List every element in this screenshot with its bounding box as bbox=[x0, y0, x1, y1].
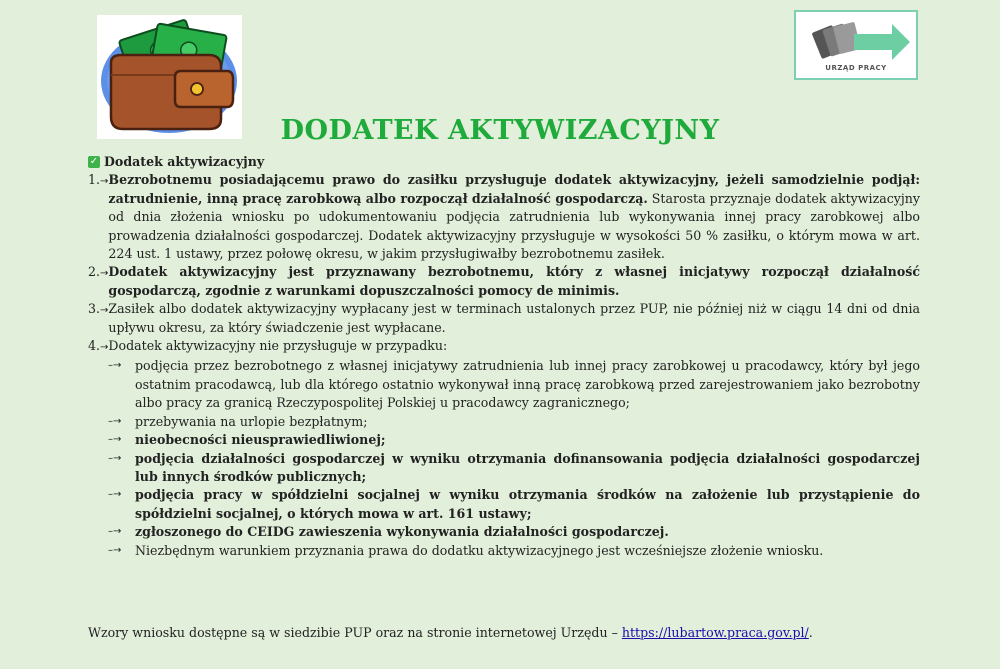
arrow-icon: → bbox=[100, 176, 109, 188]
dash-arrow-icon: –→ bbox=[108, 526, 122, 538]
dash-arrow-icon: –→ bbox=[108, 489, 122, 501]
dash-arrow-icon: –→ bbox=[108, 452, 122, 464]
dash-arrow-icon: –→ bbox=[108, 360, 122, 372]
sub-list-item bbox=[88, 523, 920, 541]
sub-item-text: podjęcia przez bezrobotnego z własnej inicjatywy zatrudnienia lub innej pracy zarobkowej u pracodawcy, który był jego ostatnim pracodawcą, lub dla którego ostatnio wykonywał inną pracę zarobkową przed zarejestrowaniem jako bezrobotny albo pracy za granicą Rzeczypospolitej Polskiej u pracodawcy zagranicznego; bbox=[135, 358, 920, 411]
footer-end: . bbox=[808, 625, 813, 640]
sub-item-bold-text: nieobecności nieusprawiedliwionej; bbox=[135, 432, 386, 448]
sub-item-text: przebywania na urlopie bezpłatnym; bbox=[135, 413, 368, 429]
dash-arrow-icon: –→ bbox=[108, 544, 122, 556]
item-number: 2. bbox=[88, 264, 101, 280]
arrow-icon: → bbox=[100, 342, 109, 354]
footer-text: Wzory wniosku dostępne są w siedzibie PUP oraz na stronie internetowej Urzędu – bbox=[88, 625, 622, 640]
main-content bbox=[88, 153, 920, 560]
item-text: Zasiłek albo dodatek aktywizacyjny wypłacany jest w terminach ustalonych przez PUP, nie później niż w ciągu 14 dni od dnia upływu okresu, za który świadczenie jest wypłacane. bbox=[108, 301, 920, 335]
arrow-icon: → bbox=[100, 305, 109, 317]
urzad-pracy-logo bbox=[794, 10, 918, 80]
website-link[interactable]: https://lubartow.praca.gov.pl/ bbox=[621, 625, 809, 640]
arrow-icon: → bbox=[100, 268, 109, 280]
item-text: Starosta przyznaje dodatek aktywizacyjny od dnia złożenia wniosku po udokumentowaniu podjęcia zatrudnienia lub wykonywania innej pracy zarobkowej albo prowadzenia działalności gospodarczej. Dodatek aktywizacyjny przysługuje w wysokości 50 % zasiłku, o którym mowa w art. 224 ust. 1 ustawy, przez połowę okresu, w jakim przysługiwałby bezrobotnemu zasiłek. bbox=[108, 190, 921, 262]
urzad-pracy-icon bbox=[796, 14, 916, 68]
sub-item-bold-text: zgłoszonego do CEIDG zawieszenia wykonywania działalności gospodarczej. bbox=[135, 524, 669, 540]
urzad-pracy-label: URZĄD PRACY bbox=[825, 64, 887, 72]
list-item-1 bbox=[88, 171, 920, 263]
sub-list-item bbox=[88, 450, 920, 487]
sub-list-item bbox=[88, 357, 920, 412]
item-number: 4. bbox=[88, 338, 101, 354]
sub-list-item bbox=[88, 431, 920, 449]
page-title: DODATEK AKTYWIZACYJNY bbox=[280, 115, 720, 146]
list-item-4 bbox=[88, 337, 920, 357]
sub-item-bold-text: podjęcia działalności gospodarczej w wyniku otrzymania dofinansowania podjęcia działalności gospodarczej lub innych środków publicznych; bbox=[135, 450, 920, 484]
item-bold-text: Dodatek aktywizacyjny jest przyznawany bezrobotnemu, który z własnej inicjatywy rozpoczął działalność gospodarczą, zgodnie z warunkami dopuszczalności pomocy de minimis. bbox=[108, 264, 920, 298]
item-bold-text: Bezrobotnemu posiadającemu prawo do zasiłku przysługuje dodatek aktywizacyjny, jeżeli samodzielnie podjął: zatrudnienie, inną pracę zarobkową albo rozpoczął działalność gospodarczą. bbox=[108, 172, 920, 206]
checkmark-icon: ✓ bbox=[89, 156, 99, 168]
dash-arrow-icon: –→ bbox=[108, 415, 122, 427]
item-text: Dodatek aktywizacyjny nie przysługuje w przypadku: bbox=[108, 338, 448, 354]
sub-list-item bbox=[88, 486, 920, 523]
dash-arrow-icon: –→ bbox=[108, 434, 122, 446]
section-heading-text: Dodatek aktywizacyjny bbox=[104, 154, 265, 169]
sub-list-item bbox=[88, 413, 920, 431]
item-number: 3. bbox=[88, 301, 101, 317]
sub-item-text: Niezbędnym warunkiem przyznania prawa do dodatku aktywizacyjnego jest wcześniejsze złożenie wniosku. bbox=[135, 542, 824, 558]
list-item-3 bbox=[88, 300, 920, 337]
list-item-2 bbox=[88, 263, 920, 300]
sub-list-item bbox=[88, 542, 920, 560]
footer-note bbox=[88, 625, 813, 640]
item-number: 1. bbox=[88, 172, 101, 188]
section-heading bbox=[88, 153, 920, 171]
sub-item-bold-text: podjęcia pracy w spółdzielni socjalnej w wyniku otrzymania środków na założenie lub przystąpienie do spółdzielni socjalnej, o których mowa w art. 161 ustawy; bbox=[135, 487, 920, 521]
